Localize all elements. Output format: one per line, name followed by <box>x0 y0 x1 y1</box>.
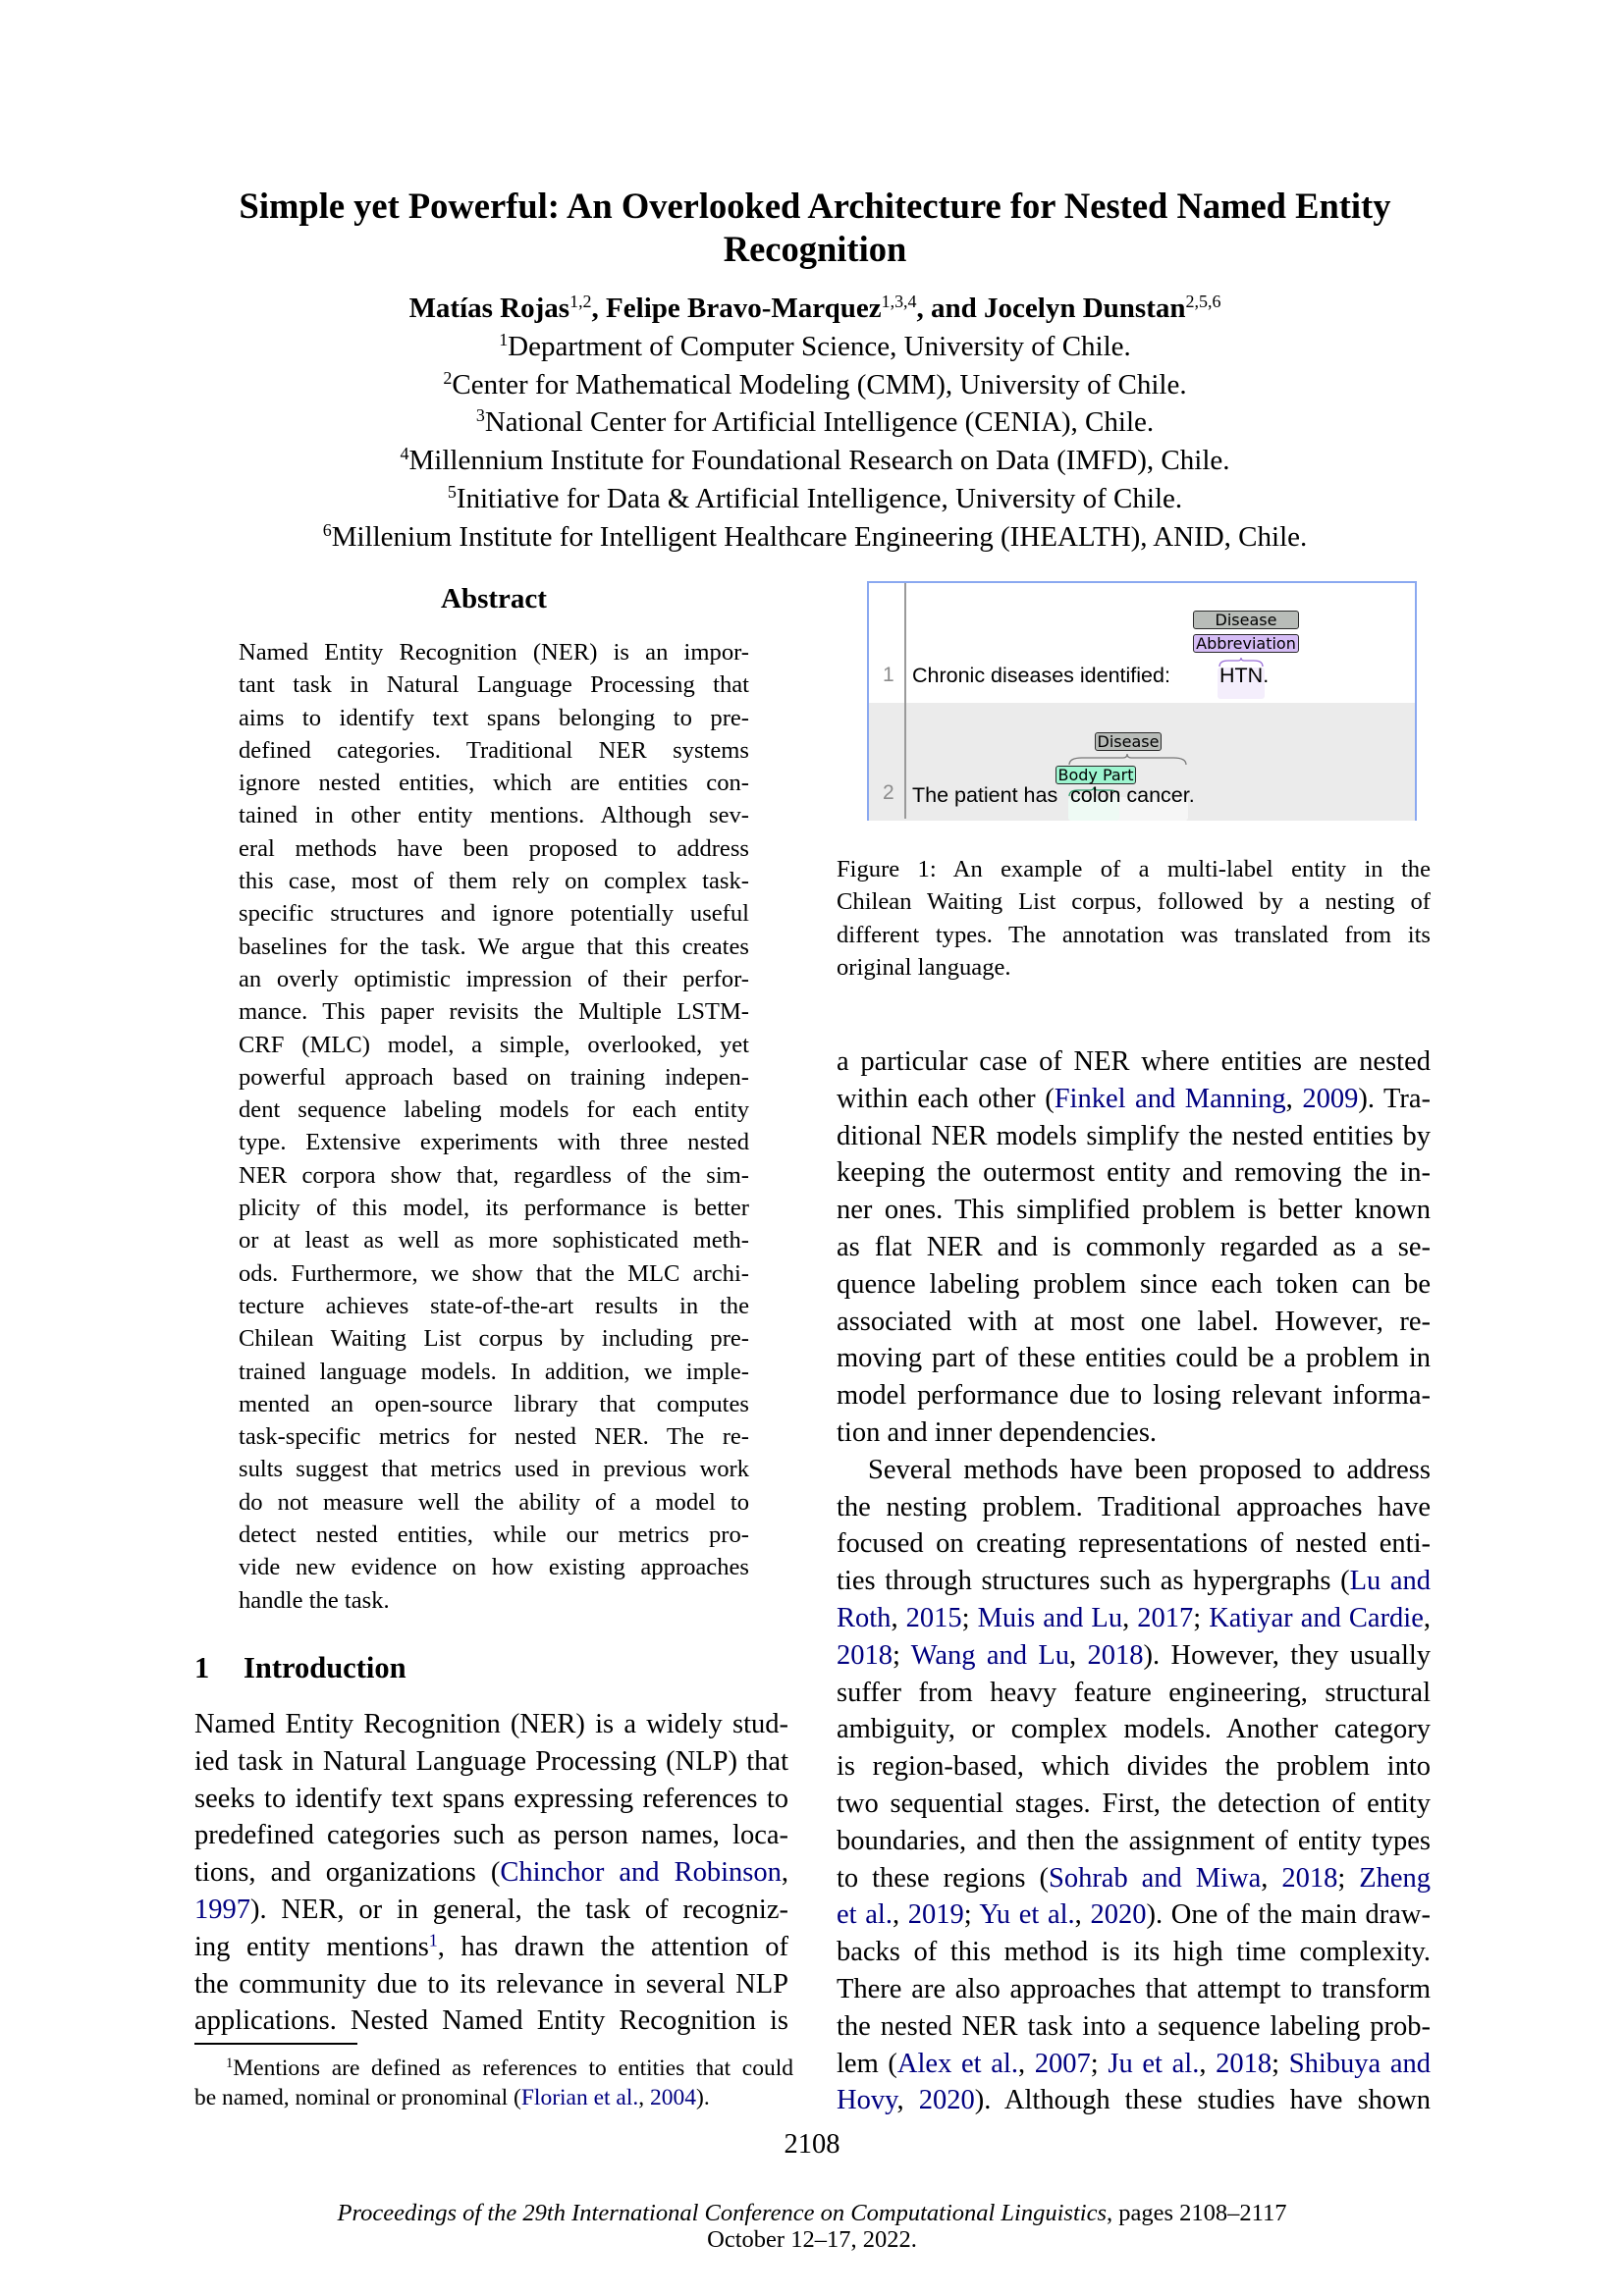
affiliation-number: 4 <box>400 444 409 464</box>
citation-link[interactable]: Chinchor and Robinson <box>500 1857 782 1889</box>
intro-line <box>837 1415 1431 1452</box>
citation-link[interactable]: Shibuya and <box>1288 2048 1432 2079</box>
text-segment: boundaries, and then the assignment of entity types <box>837 1825 1431 1856</box>
abstract-line: tecture achieves state-of-the-art results in the <box>239 1292 749 1319</box>
intro-line <box>837 1452 1431 1489</box>
figure-sentence-2-text: The patient has <box>912 783 1058 807</box>
text-segment: moving part of these entities could be a problem in <box>837 1343 1431 1374</box>
intro-line <box>837 1304 1431 1341</box>
caption-line: original language. <box>837 953 1011 981</box>
citation-link[interactable]: Lu and <box>1349 1566 1431 1597</box>
text-segment: seeks to identify text spans expressing references to <box>194 1783 788 1814</box>
figure-entity-colon-cancer <box>1070 783 1195 808</box>
entity-text: colon <box>1070 783 1121 807</box>
text-segment: , <box>1261 1862 1282 1894</box>
intro-line <box>837 1637 1431 1675</box>
author-name: Felipe Bravo-Marquez <box>606 293 882 324</box>
intro-line <box>837 1340 1431 1377</box>
abstract-line: dent sequence labeling models for each entity <box>239 1096 749 1124</box>
citation-link[interactable]: 2018 <box>837 1639 893 1671</box>
text-segment: , <box>1199 2048 1217 2079</box>
abstract-line: vide new evidence on how existing approaches <box>239 1554 749 1581</box>
affiliation-number: 1 <box>499 330 509 350</box>
text-segment: tion and inner dependencies. <box>837 1416 1158 1448</box>
text-segment: ). <box>696 2085 710 2110</box>
text-segment: the nesting problem. Traditional approaches have <box>837 1491 1431 1522</box>
proceedings-venue: Proceedings of the 29th International Conference on Computational Linguistics <box>337 2200 1107 2226</box>
proceedings-pages: , pages 2108–2117 <box>1106 2200 1287 2226</box>
abstract-line: trained language models. In addition, we imple- <box>239 1358 749 1385</box>
text-segment: There are also approaches that attempt to transform <box>837 1973 1431 2004</box>
abstract-line: powerful approach based on training indepen- <box>239 1063 749 1091</box>
text-segment: Named Entity Recognition (NER) is a widely stud- <box>194 1709 788 1739</box>
title-line-1: Simple yet Powerful: An Overlooked Architecture for Nested Named Entity <box>239 186 1391 226</box>
abstract-line: tant task in Natural Language Processing that <box>239 671 749 699</box>
citation-link[interactable]: 2018 <box>1087 1639 1144 1671</box>
text-segment: ditional NER models simplify the nested entities by <box>837 1120 1431 1151</box>
text-segment: ; <box>1337 1862 1360 1894</box>
span-brace-icon <box>1068 754 1188 766</box>
citation-link[interactable]: Muis and Lu <box>977 1602 1123 1633</box>
affiliation-text: National Center for Artificial Intelligence (CENIA), Chile. <box>484 406 1155 439</box>
figure-1-caption <box>837 853 1431 984</box>
intro-line <box>194 1706 788 1743</box>
author-name: Jocelyn Dunstan <box>984 293 1186 324</box>
entity-label-body-part: Body Part <box>1056 766 1136 784</box>
caption-line: different types. The annotation was translated from its <box>837 921 1431 948</box>
affiliation-number: 2 <box>443 367 453 388</box>
text-segment: focused on creating representations of nested enti- <box>837 1528 1431 1560</box>
text-segment: ). NER, or in general, the task of recogniz- <box>250 1894 788 1925</box>
abstract-line: eral methods have been proposed to address <box>239 834 749 862</box>
text-segment: ; <box>963 1899 980 1931</box>
abstract-line: baselines for the task. We argue that this creates <box>239 933 749 960</box>
abstract-line: ignore nested entities, which are entities con- <box>239 770 749 797</box>
text-segment: two sequential stages. First, the detection of entity <box>837 1788 1431 1819</box>
abstract-line: ods. Furthermore, we show that the MLC archi- <box>239 1259 749 1287</box>
text-segment: ). Although these studies have shown <box>974 2085 1431 2116</box>
citation-link[interactable]: 2007 <box>1034 2048 1091 2079</box>
text-segment: , <box>891 1602 906 1633</box>
citation-link[interactable]: 1997 <box>194 1894 250 1925</box>
abstract-line: detect nested entities, while our metrics pro- <box>239 1522 749 1549</box>
intro-line <box>837 1563 1431 1600</box>
abstract-line: plicity of this model, its performance is better <box>239 1195 749 1222</box>
affiliation-line <box>157 480 1473 518</box>
text-segment: , <box>1017 2048 1035 2079</box>
author-name: Matías Rojas <box>408 293 570 324</box>
affiliation-line <box>157 366 1473 404</box>
text-segment: model performance due to losing relevant informa- <box>837 1380 1431 1412</box>
intro-line <box>837 1934 1431 1971</box>
text-segment: be named, nominal or pronominal ( <box>194 2085 521 2110</box>
text-segment: , <box>1285 1083 1303 1114</box>
entity-text-rest: cancer. <box>1120 783 1195 807</box>
text-segment: , <box>781 1857 788 1889</box>
affiliation-line <box>157 328 1473 366</box>
text-segment: , <box>1122 1602 1138 1633</box>
citation-link[interactable]: Sohrab and Miwa <box>1048 1862 1262 1894</box>
abstract-line: or at least as well as more sophisticated meth- <box>239 1227 749 1255</box>
abstract-line: Named Entity Recognition (NER) is an impor- <box>239 639 749 666</box>
entity-text: HTN <box>1219 664 1264 687</box>
proceedings-date: October 12–17, 2022. <box>707 2226 917 2253</box>
text-segment: ; <box>1090 2048 1109 2079</box>
text-segment: within each other ( <box>837 1083 1055 1114</box>
affiliation-number: 6 <box>322 519 332 540</box>
text-segment: , <box>1423 1602 1432 1633</box>
figure-line-number: 1 <box>883 664 894 686</box>
text-segment: ; <box>893 1639 911 1671</box>
footnote <box>194 2054 793 2112</box>
footnote-link[interactable]: 1 <box>428 1930 438 1950</box>
author-list <box>157 291 1473 326</box>
abstract-line: aims to identify text spans belonging to pre- <box>239 704 749 731</box>
section-heading-introduction <box>194 1649 406 1686</box>
citation-link[interactable]: 2020 <box>918 2085 975 2116</box>
affiliation-text: Initiative for Data & Artificial Intelligence, University of Chile. <box>456 482 1183 514</box>
text-segment: ; <box>1272 2048 1289 2079</box>
footnote-line <box>194 2054 793 2083</box>
text-segment: ties through structures such as hypergraphs ( <box>837 1566 1350 1597</box>
affiliation-text: Center for Mathematical Modeling (CMM), University of Chile. <box>452 368 1187 400</box>
text-segment: , <box>1074 1899 1091 1931</box>
text-segment: is region-based, which divides the problem into <box>837 1751 1431 1783</box>
text-segment: applications. Nested Named Entity Recognition is <box>194 2005 788 2037</box>
citation-link[interactable]: 2018 <box>1216 2048 1272 2079</box>
text-segment: backs of this method is its high time complexity. <box>837 1937 1431 1968</box>
abstract-line: specific structures and ignore potentially useful <box>239 900 749 928</box>
figure-sentence-1-text: Chronic diseases identified: <box>912 664 1170 687</box>
entity-label-abbreviation: Abbreviation <box>1193 634 1299 653</box>
affiliation-line <box>157 442 1473 480</box>
citation-link[interactable]: 2017 <box>1137 1602 1194 1633</box>
text-segment: Mentions are defined as references to entities that could <box>233 2056 793 2081</box>
abstract-line: task-specific metrics for nested NER. The re- <box>239 1423 749 1451</box>
caption-line: Figure 1: An example of a multi-label entity in the <box>837 856 1431 882</box>
author-affiliation-marker: 1,2 <box>569 292 592 312</box>
citation-link[interactable]: et al. <box>837 1899 893 1931</box>
citation-link[interactable]: 2020 <box>1090 1899 1147 1931</box>
intro-line <box>194 1892 788 1929</box>
abstract-line: defined categories. Traditional NER systems <box>239 736 749 764</box>
figure-row-1 <box>869 583 1415 703</box>
abstract-line: type. Extensive experiments with three nested <box>239 1129 749 1156</box>
author-separator: , and <box>916 293 985 324</box>
text-segment: ; <box>961 1602 978 1633</box>
affiliation-text: Department of Computer Science, University of Chile. <box>508 331 1131 362</box>
citation-link[interactable]: Hovy <box>837 2085 897 2116</box>
intro-line <box>837 1154 1431 1192</box>
abstract-line: Chilean Waiting List corpus by including pre- <box>239 1325 749 1353</box>
intro-line <box>194 1743 788 1781</box>
text-segment: , <box>892 1899 908 1931</box>
text-segment: , <box>1069 1639 1088 1671</box>
citation-link[interactable]: Wang and Lu <box>910 1639 1070 1671</box>
intro-line <box>837 1823 1431 1860</box>
affiliation-line <box>157 518 1473 557</box>
text-segment: ). However, they usually <box>1143 1639 1432 1671</box>
intro-line <box>837 2046 1431 2083</box>
author-separator: , <box>591 293 607 324</box>
text-segment: the community due to its relevance in several NLP <box>194 1968 788 2000</box>
intro-line <box>837 1711 1431 1748</box>
trailing-punctuation: . <box>1263 664 1270 687</box>
abstract-line: sults suggest that metrics used in previous work <box>239 1456 749 1483</box>
entity-label-disease: Disease <box>1193 611 1299 629</box>
intro-line <box>194 1781 788 1818</box>
intro-line <box>837 1786 1431 1823</box>
figure-gutter-divider <box>904 583 906 819</box>
text-segment: associated with at most one label. However, re- <box>837 1306 1431 1337</box>
abstract-line: handle the task. <box>239 1586 390 1614</box>
citation-link[interactable]: Florian et al. <box>520 2085 639 2110</box>
footnote-marker: 1 <box>226 2056 234 2071</box>
citation-link[interactable]: 2018 <box>1281 1862 1338 1894</box>
affiliation-number: 3 <box>475 405 485 426</box>
citation-link[interactable]: Alex et al. <box>896 2048 1018 2079</box>
abstract-heading: Abstract <box>441 583 547 614</box>
text-segment: predefined categories such as person names, loca- <box>194 1820 788 1851</box>
abstract-line: an overly optimistic impression of their perfor- <box>239 965 749 992</box>
text-segment: suffer from heavy feature engineering, structural <box>837 1677 1431 1708</box>
section-number: 1 <box>194 1651 210 1684</box>
intro-line <box>837 1266 1431 1304</box>
text-segment: a particular case of NER where entities are nested <box>837 1046 1431 1077</box>
citation-link[interactable]: Katiyar and Cardie <box>1209 1602 1424 1633</box>
intro-line <box>194 2002 788 2040</box>
text-segment: quence labeling problem since each token can be <box>837 1268 1431 1300</box>
text-segment: ner ones. This simplified problem is better known <box>837 1195 1431 1226</box>
intro-line <box>194 1817 788 1854</box>
citation-link[interactable]: 2009 <box>1302 1083 1359 1114</box>
intro-line <box>837 2082 1431 2119</box>
text-segment: keeping the outermost entity and removing the in- <box>837 1157 1431 1189</box>
section-title: Introduction <box>244 1651 406 1684</box>
text-segment: ). One of the main draw- <box>1146 1899 1431 1931</box>
abstract-line: tained in other entity mentions. Although sev- <box>239 802 749 829</box>
intro-line <box>194 1854 788 1892</box>
page-number: 2108 <box>784 2129 840 2160</box>
citation-link[interactable]: Finkel and Manning <box>1054 1083 1286 1114</box>
proceedings-footer <box>0 2200 1624 2253</box>
text-segment: lem ( <box>837 2048 897 2079</box>
citation-link[interactable]: Yu et al. <box>979 1899 1075 1931</box>
citation-link[interactable]: Roth <box>837 1602 892 1633</box>
intro-line <box>837 1489 1431 1526</box>
affiliation-text: Millennium Institute for Foundational Research on Data (IMFD), Chile. <box>408 445 1230 477</box>
abstract-line: do not measure well the ability of a model to <box>239 1488 749 1516</box>
intro-line <box>837 1043 1431 1081</box>
text-segment: tions, and organizations ( <box>194 1857 501 1889</box>
introduction-left-column <box>194 1706 788 2040</box>
caption-line: Chilean Waiting List corpus, followed by a nesting of <box>837 888 1431 916</box>
author-affiliation-marker: 2,5,6 <box>1185 292 1221 312</box>
citation-link[interactable]: Zheng <box>1359 1862 1432 1894</box>
figure-1-annotation-view <box>867 581 1417 821</box>
text-segment: ambiguity, or complex models. Another category <box>837 1714 1431 1745</box>
paper-title <box>177 185 1453 271</box>
abstract-line: CRF (MLC) model, a simple, overlooked, yet <box>239 1031 749 1058</box>
citation-link[interactable]: 2019 <box>907 1899 964 1931</box>
intro-line <box>837 2008 1431 2046</box>
abstract-body <box>239 636 749 1617</box>
abstract-line: NER corpora show that, regardless of the sim- <box>239 1161 749 1189</box>
text-segment: , <box>896 2085 919 2116</box>
intro-line <box>837 1600 1431 1637</box>
affiliation-number: 5 <box>447 481 457 502</box>
intro-line <box>837 1525 1431 1563</box>
text-segment: ; <box>1193 1602 1210 1633</box>
intro-line <box>837 1377 1431 1415</box>
citation-link[interactable]: Ju et al. <box>1108 2048 1200 2079</box>
introduction-right-column <box>837 1043 1431 2119</box>
title-line-2: Recognition <box>723 229 907 269</box>
intro-line <box>837 1860 1431 1897</box>
text-segment: , <box>638 2085 651 2110</box>
intro-line <box>837 1229 1431 1266</box>
text-segment: Several methods have been proposed to address <box>868 1454 1431 1485</box>
abstract-line: mance. This paper revisits the Multiple LSTM- <box>239 998 749 1026</box>
affiliation-list <box>157 328 1473 556</box>
text-segment: the nested NER task into a sequence labeling prob- <box>837 2010 1431 2042</box>
entity-label-disease: Disease <box>1095 732 1162 751</box>
text-segment: as flat NER and is commonly regarded as a se- <box>837 1231 1431 1262</box>
footnote-divider <box>194 2043 357 2045</box>
intro-line <box>837 1081 1431 1118</box>
text-segment: ied task in Natural Language Processing (NLP) that <box>194 1745 788 1777</box>
figure-entity-htn <box>1219 664 1269 688</box>
author-affiliation-marker: 1,3,4 <box>881 292 917 312</box>
intro-line <box>194 1966 788 2003</box>
text-segment: , has drawn the attention of <box>437 1931 788 1962</box>
figure-row-2 <box>869 703 1415 821</box>
intro-line <box>194 1929 788 1966</box>
text-segment: ). Tra- <box>1358 1083 1432 1114</box>
text-segment: ing entity mentions <box>194 1931 429 1962</box>
text-segment: to these regions ( <box>837 1862 1049 1894</box>
figure-line-number: 2 <box>883 781 894 804</box>
intro-line <box>837 1192 1431 1229</box>
citation-link[interactable]: 2004 <box>650 2085 697 2110</box>
abstract-line: mented an open-source library that computes <box>239 1390 749 1417</box>
intro-line <box>837 1675 1431 1712</box>
intro-line <box>837 1971 1431 2008</box>
affiliation-text: Millenium Institute for Intelligent Healthcare Engineering (IHEALTH), ANID, Chile. <box>331 520 1308 553</box>
footnote-line <box>194 2083 793 2112</box>
intro-line <box>837 1748 1431 1786</box>
abstract-line: this case, most of them rely on complex task- <box>239 868 749 895</box>
intro-line <box>837 1896 1431 1934</box>
citation-link[interactable]: 2015 <box>905 1602 962 1633</box>
affiliation-line <box>157 403 1473 442</box>
intro-line <box>837 1118 1431 1155</box>
